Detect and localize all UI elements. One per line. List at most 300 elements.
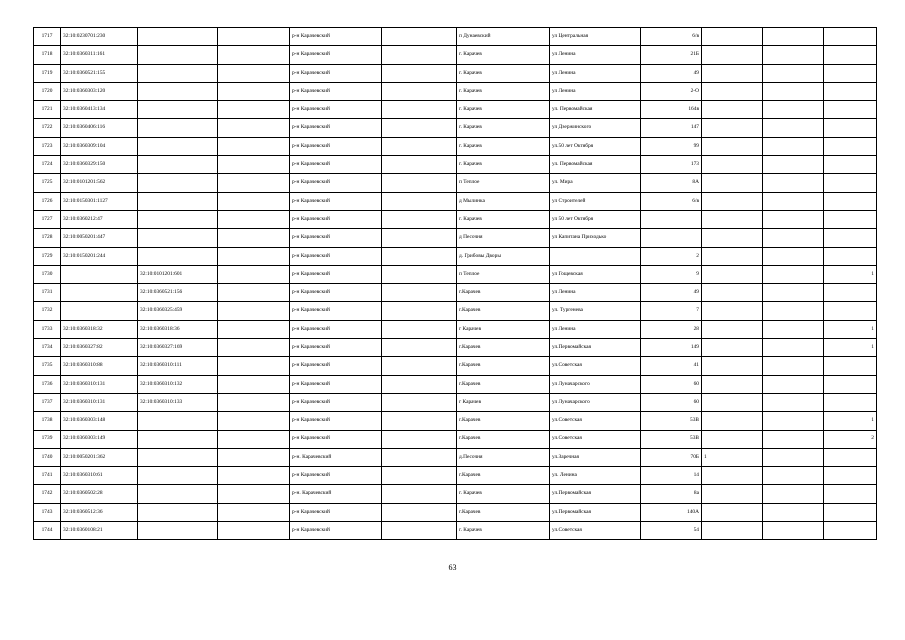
row-number-cell: 1730 xyxy=(34,265,61,283)
cadastral-number-cell xyxy=(61,265,138,283)
house-number-cell: 28 xyxy=(641,320,702,338)
settlement-cell: г. Карачев xyxy=(457,210,550,228)
row-number-cell: 1738 xyxy=(34,412,61,430)
cadastral-number-cell: 32:10:0360318:32 xyxy=(61,320,138,338)
related-cadastral-number-cell xyxy=(138,64,218,82)
extra-cell xyxy=(702,210,763,228)
extra-cell xyxy=(702,174,763,192)
empty-cell xyxy=(382,210,457,228)
extra-cell xyxy=(702,101,763,119)
table-row xyxy=(34,46,877,64)
table-row xyxy=(34,375,877,393)
street-cell: ул.Первомайская xyxy=(550,485,641,503)
row-number-cell: 1741 xyxy=(34,467,61,485)
extra-cell xyxy=(702,28,763,46)
related-cadastral-number-cell xyxy=(138,174,218,192)
related-cadastral-number-cell xyxy=(138,28,218,46)
extra-cell xyxy=(824,210,877,228)
table-row xyxy=(34,430,877,448)
settlement-cell: г.Карачев xyxy=(457,412,550,430)
house-number-cell: 2 xyxy=(641,247,702,265)
row-number-cell: 1733 xyxy=(34,320,61,338)
extra-cell xyxy=(702,64,763,82)
settlement-cell: г.Карачев xyxy=(457,375,550,393)
empty-cell xyxy=(218,247,290,265)
cadastral-number-cell: 32:10:0150201:244 xyxy=(61,247,138,265)
house-number-cell: 49 xyxy=(641,64,702,82)
extra-cell xyxy=(702,302,763,320)
district-cell: р-н Карачевский xyxy=(290,265,382,283)
extra-cell xyxy=(824,467,877,485)
empty-cell xyxy=(218,339,290,357)
extra-cell xyxy=(824,485,877,503)
district-cell: р-н Карачевский xyxy=(290,302,382,320)
related-cadastral-number-cell: 32:10:0360325:459 xyxy=(138,302,218,320)
extra-cell xyxy=(763,192,824,210)
registry-table-body xyxy=(34,28,877,540)
extra-cell xyxy=(763,302,824,320)
street-cell: ул. Тургенева xyxy=(550,302,641,320)
extra-cell xyxy=(702,375,763,393)
extra-cell xyxy=(824,357,877,375)
related-cadastral-number-cell xyxy=(138,229,218,247)
district-cell: р-н Карачевский xyxy=(290,210,382,228)
settlement-cell: г. Карачев xyxy=(457,119,550,137)
row-number-cell: 1718 xyxy=(34,46,61,64)
cadastral-number-cell: 32:10:0050201:362 xyxy=(61,448,138,466)
empty-cell xyxy=(218,64,290,82)
table-row xyxy=(34,229,877,247)
row-number-cell: 1731 xyxy=(34,284,61,302)
extra-cell xyxy=(824,522,877,540)
related-cadastral-number-cell: 32:10:0360521:156 xyxy=(138,284,218,302)
cadastral-number-cell xyxy=(61,302,138,320)
street-cell: ул Луначарского xyxy=(550,393,641,411)
table-row xyxy=(34,339,877,357)
house-number-cell: 54 xyxy=(641,522,702,540)
settlement-cell: г Карачев xyxy=(457,393,550,411)
extra-cell: 2 xyxy=(824,430,877,448)
cadastral-number-cell: 32:10:0360521:155 xyxy=(61,64,138,82)
district-cell: р-н Карачевский xyxy=(290,46,382,64)
empty-cell xyxy=(382,430,457,448)
extra-cell xyxy=(763,522,824,540)
table-row xyxy=(34,412,877,430)
row-number-cell: 1724 xyxy=(34,156,61,174)
street-cell: ул.50 лет Октября xyxy=(550,137,641,155)
extra-cell xyxy=(702,284,763,302)
cadastral-number-cell: 32:10:0360502:28 xyxy=(61,485,138,503)
settlement-cell: г. Карачев xyxy=(457,485,550,503)
extra-cell xyxy=(763,284,824,302)
settlement-cell: п Дунаевский xyxy=(457,28,550,46)
empty-cell xyxy=(218,412,290,430)
empty-cell xyxy=(218,137,290,155)
district-cell: р-н Карачевский xyxy=(290,522,382,540)
settlement-cell: г.Карачев xyxy=(457,503,550,521)
table-row xyxy=(34,448,877,466)
extra-cell: 1 xyxy=(824,265,877,283)
table-row xyxy=(34,119,877,137)
cadastral-number-cell: 32:10:0360310:88 xyxy=(61,357,138,375)
empty-cell xyxy=(382,229,457,247)
house-number-cell: 6/в xyxy=(641,28,702,46)
cadastral-number-cell: 32:10:0050201:447 xyxy=(61,229,138,247)
house-number-cell xyxy=(641,229,702,247)
settlement-cell: д.Песочня xyxy=(457,448,550,466)
extra-cell xyxy=(763,393,824,411)
extra-cell xyxy=(763,412,824,430)
district-cell: р-н Карачевский xyxy=(290,119,382,137)
cadastral-number-cell: 32:10:0360212:47 xyxy=(61,210,138,228)
related-cadastral-number-cell xyxy=(138,210,218,228)
house-number-cell: 53В xyxy=(641,430,702,448)
house-number-cell: 147 xyxy=(641,119,702,137)
extra-cell xyxy=(702,156,763,174)
table-row xyxy=(34,28,877,46)
district-cell: р-н Карачевский xyxy=(290,339,382,357)
district-cell: р-н Карачевский xyxy=(290,174,382,192)
street-cell: ул.Первомайская xyxy=(550,503,641,521)
extra-cell xyxy=(824,393,877,411)
settlement-cell: г.Карачев xyxy=(457,339,550,357)
table-row xyxy=(34,357,877,375)
house-number-cell: 70Б xyxy=(641,448,702,466)
house-number-cell: 49 xyxy=(641,284,702,302)
extra-cell: 1 xyxy=(824,320,877,338)
table-row xyxy=(34,284,877,302)
extra-cell xyxy=(763,210,824,228)
district-cell: р-н Карачевский xyxy=(290,192,382,210)
empty-cell xyxy=(218,357,290,375)
cadastral-number-cell: 32:10:0360311:161 xyxy=(61,46,138,64)
extra-cell xyxy=(763,64,824,82)
empty-cell xyxy=(218,119,290,137)
empty-cell xyxy=(382,393,457,411)
extra-cell xyxy=(702,46,763,64)
related-cadastral-number-cell: 32:10:0101201:601 xyxy=(138,265,218,283)
table-row xyxy=(34,210,877,228)
related-cadastral-number-cell xyxy=(138,485,218,503)
table-row xyxy=(34,64,877,82)
empty-cell xyxy=(218,320,290,338)
related-cadastral-number-cell xyxy=(138,46,218,64)
extra-cell xyxy=(763,375,824,393)
street-cell: ул. Первомайская xyxy=(550,156,641,174)
extra-cell xyxy=(702,247,763,265)
street-cell: ул. Первомайская xyxy=(550,101,641,119)
related-cadastral-number-cell: 32:10:0360310:132 xyxy=(138,375,218,393)
extra-cell xyxy=(824,101,877,119)
empty-cell xyxy=(218,210,290,228)
cadastral-number-cell: 32:10:0360310:131 xyxy=(61,375,138,393)
empty-cell xyxy=(218,284,290,302)
extra-cell xyxy=(763,430,824,448)
empty-cell xyxy=(218,302,290,320)
street-cell: ул.Советская xyxy=(550,522,641,540)
district-cell: р-н Карачевский xyxy=(290,284,382,302)
extra-cell xyxy=(702,412,763,430)
extra-cell xyxy=(763,357,824,375)
related-cadastral-number-cell: 32:10:0360310:111 xyxy=(138,357,218,375)
empty-cell xyxy=(382,522,457,540)
district-cell: р-н Карачевский xyxy=(290,82,382,100)
related-cadastral-number-cell xyxy=(138,412,218,430)
row-number-cell: 1719 xyxy=(34,64,61,82)
extra-cell xyxy=(702,119,763,137)
page-number: 63 xyxy=(448,563,457,572)
settlement-cell: г. Карачев xyxy=(457,64,550,82)
house-number-cell: 9 xyxy=(641,265,702,283)
table-row xyxy=(34,137,877,155)
extra-cell xyxy=(702,522,763,540)
house-number-cell: 140А xyxy=(641,503,702,521)
extra-cell xyxy=(702,320,763,338)
empty-cell xyxy=(382,412,457,430)
row-number-cell: 1742 xyxy=(34,485,61,503)
street-cell: ул Ленина xyxy=(550,46,641,64)
cadastral-number-cell: 32:10:0360108:21 xyxy=(61,522,138,540)
related-cadastral-number-cell xyxy=(138,156,218,174)
cadastral-number-cell: 32:10:0360310:61 xyxy=(61,467,138,485)
extra-cell xyxy=(763,339,824,357)
extra-cell xyxy=(702,393,763,411)
extra-cell xyxy=(702,82,763,100)
settlement-cell: г.Карачев xyxy=(457,430,550,448)
related-cadastral-number-cell xyxy=(138,119,218,137)
empty-cell xyxy=(382,375,457,393)
related-cadastral-number-cell: 32:10:0360310:133 xyxy=(138,393,218,411)
extra-cell: 1 xyxy=(824,412,877,430)
house-number-cell: 8а xyxy=(641,485,702,503)
empty-cell xyxy=(382,302,457,320)
row-number-cell: 1722 xyxy=(34,119,61,137)
extra-cell xyxy=(824,46,877,64)
extra-cell xyxy=(763,174,824,192)
street-cell: ул Центральная xyxy=(550,28,641,46)
empty-cell xyxy=(382,265,457,283)
district-cell: р-н Карачевский xyxy=(290,229,382,247)
empty-cell xyxy=(218,522,290,540)
extra-cell xyxy=(763,229,824,247)
row-number-cell: 1726 xyxy=(34,192,61,210)
house-number-cell: 60 xyxy=(641,375,702,393)
empty-cell xyxy=(218,229,290,247)
table-row xyxy=(34,156,877,174)
extra-cell xyxy=(763,448,824,466)
related-cadastral-number-cell xyxy=(138,430,218,448)
extra-cell xyxy=(702,357,763,375)
settlement-cell: г.Карачев xyxy=(457,467,550,485)
empty-cell xyxy=(382,156,457,174)
district-cell: р-н Карачевский xyxy=(290,64,382,82)
district-cell: р-н Карачевский xyxy=(290,412,382,430)
settlement-cell: г. Карачев xyxy=(457,82,550,100)
street-cell: ул. Мира xyxy=(550,174,641,192)
extra-cell xyxy=(824,229,877,247)
street-cell: ул.Советская xyxy=(550,430,641,448)
empty-cell xyxy=(218,101,290,119)
empty-cell xyxy=(218,485,290,503)
street-cell: ул Гощевская xyxy=(550,265,641,283)
row-number-cell: 1735 xyxy=(34,357,61,375)
extra-cell xyxy=(702,229,763,247)
street-cell: ул.Советская xyxy=(550,357,641,375)
empty-cell xyxy=(218,393,290,411)
district-cell: р-н Карачевский xyxy=(290,137,382,155)
district-cell: р-н Карачевский xyxy=(290,357,382,375)
empty-cell xyxy=(218,174,290,192)
street-cell: ул Капитана Приходько xyxy=(550,229,641,247)
extra-cell xyxy=(824,284,877,302)
extra-cell xyxy=(824,28,877,46)
empty-cell xyxy=(382,28,457,46)
registry-table xyxy=(33,27,877,540)
extra-cell xyxy=(824,375,877,393)
empty-cell xyxy=(382,339,457,357)
street-cell: ул Ленина xyxy=(550,64,641,82)
house-number-cell: 164в xyxy=(641,101,702,119)
table-row xyxy=(34,467,877,485)
empty-cell xyxy=(382,503,457,521)
settlement-cell: г.Карачев xyxy=(457,284,550,302)
cadastral-number-cell: 32:10:0101201:562 xyxy=(61,174,138,192)
extra-cell xyxy=(824,156,877,174)
table-row xyxy=(34,192,877,210)
row-number-cell: 1727 xyxy=(34,210,61,228)
related-cadastral-number-cell xyxy=(138,503,218,521)
extra-cell xyxy=(702,192,763,210)
extra-cell xyxy=(763,485,824,503)
district-cell: р-н Карачевский xyxy=(290,320,382,338)
row-number-cell: 1740 xyxy=(34,448,61,466)
cadastral-number-cell: 32:10:0230701:230 xyxy=(61,28,138,46)
street-cell: ул.Первомайская xyxy=(550,339,641,357)
table-row xyxy=(34,393,877,411)
extra-cell: 1 xyxy=(824,339,877,357)
empty-cell xyxy=(382,119,457,137)
empty-cell xyxy=(382,448,457,466)
extra-cell xyxy=(824,448,877,466)
cadastral-number-cell: 32:10:0360413:134 xyxy=(61,101,138,119)
settlement-cell: г.Карачев xyxy=(457,357,550,375)
row-number-cell: 1721 xyxy=(34,101,61,119)
row-number-cell: 1743 xyxy=(34,503,61,521)
extra-cell xyxy=(763,320,824,338)
related-cadastral-number-cell xyxy=(138,101,218,119)
row-number-cell: 1744 xyxy=(34,522,61,540)
district-cell: р-н Карачевский xyxy=(290,503,382,521)
empty-cell xyxy=(218,156,290,174)
table-row xyxy=(34,82,877,100)
street-cell: ул.Советская xyxy=(550,412,641,430)
table-row xyxy=(34,485,877,503)
row-number-cell: 1725 xyxy=(34,174,61,192)
related-cadastral-number-cell xyxy=(138,192,218,210)
row-number-cell: 1728 xyxy=(34,229,61,247)
settlement-cell: г Карачев xyxy=(457,320,550,338)
empty-cell xyxy=(382,467,457,485)
related-cadastral-number-cell: 32:10:0360318:36 xyxy=(138,320,218,338)
row-number-cell: 1739 xyxy=(34,430,61,448)
street-cell xyxy=(550,247,641,265)
house-number-cell: 149 xyxy=(641,339,702,357)
district-cell: р-н. Карачевский xyxy=(290,485,382,503)
related-cadastral-number-cell xyxy=(138,137,218,155)
house-number-cell xyxy=(641,210,702,228)
table-row xyxy=(34,302,877,320)
table-row xyxy=(34,174,877,192)
street-cell: ул. Ленина xyxy=(550,467,641,485)
empty-cell xyxy=(218,375,290,393)
row-number-cell: 1736 xyxy=(34,375,61,393)
settlement-cell: г. Карачев xyxy=(457,46,550,64)
street-cell: ул Ленина xyxy=(550,82,641,100)
extra-cell xyxy=(824,119,877,137)
settlement-cell: г. Карачев xyxy=(457,156,550,174)
cadastral-number-cell: 32:10:0360303:149 xyxy=(61,430,138,448)
settlement-cell: г. Карачев xyxy=(457,137,550,155)
extra-cell xyxy=(702,485,763,503)
settlement-cell: д Мылинка xyxy=(457,192,550,210)
street-cell: ул Строителей xyxy=(550,192,641,210)
row-number-cell: 1717 xyxy=(34,28,61,46)
related-cadastral-number-cell xyxy=(138,247,218,265)
extra-cell xyxy=(824,302,877,320)
district-cell: р-н Карачевский xyxy=(290,393,382,411)
street-cell: ул Ленина xyxy=(550,284,641,302)
district-cell: р-н Карачевский xyxy=(290,375,382,393)
cadastral-number-cell xyxy=(61,284,138,302)
empty-cell xyxy=(218,430,290,448)
related-cadastral-number-cell xyxy=(138,522,218,540)
empty-cell xyxy=(218,265,290,283)
house-number-cell: 7 xyxy=(641,302,702,320)
empty-cell xyxy=(382,137,457,155)
extra-cell xyxy=(763,156,824,174)
table-row xyxy=(34,320,877,338)
empty-cell xyxy=(218,28,290,46)
empty-cell xyxy=(218,46,290,64)
house-number-cell: 6/в xyxy=(641,192,702,210)
street-cell: ул Дзержинского xyxy=(550,119,641,137)
extra-cell xyxy=(763,101,824,119)
settlement-cell: п Теплое xyxy=(457,174,550,192)
empty-cell xyxy=(382,82,457,100)
settlement-cell: д. Грибовы Дворы xyxy=(457,247,550,265)
extra-cell xyxy=(763,137,824,155)
house-number-cell: 53В xyxy=(641,412,702,430)
extra-cell xyxy=(763,247,824,265)
settlement-cell: г. Карачев xyxy=(457,522,550,540)
district-cell: р-н Карачевский xyxy=(290,101,382,119)
empty-cell xyxy=(218,503,290,521)
house-number-cell: 41 xyxy=(641,357,702,375)
row-number-cell: 1732 xyxy=(34,302,61,320)
cadastral-number-cell: 32:10:0150301:1127 xyxy=(61,192,138,210)
empty-cell xyxy=(382,357,457,375)
settlement-cell: г. Карачев xyxy=(457,101,550,119)
extra-cell xyxy=(763,119,824,137)
row-number-cell: 1734 xyxy=(34,339,61,357)
house-number-cell: 173 xyxy=(641,156,702,174)
cadastral-number-cell: 32:10:0360310:131 xyxy=(61,393,138,411)
row-number-cell: 1723 xyxy=(34,137,61,155)
extra-cell xyxy=(824,192,877,210)
cadastral-number-cell: 32:10:0360327:82 xyxy=(61,339,138,357)
house-number-cell: 2-О xyxy=(641,82,702,100)
extra-cell xyxy=(824,64,877,82)
